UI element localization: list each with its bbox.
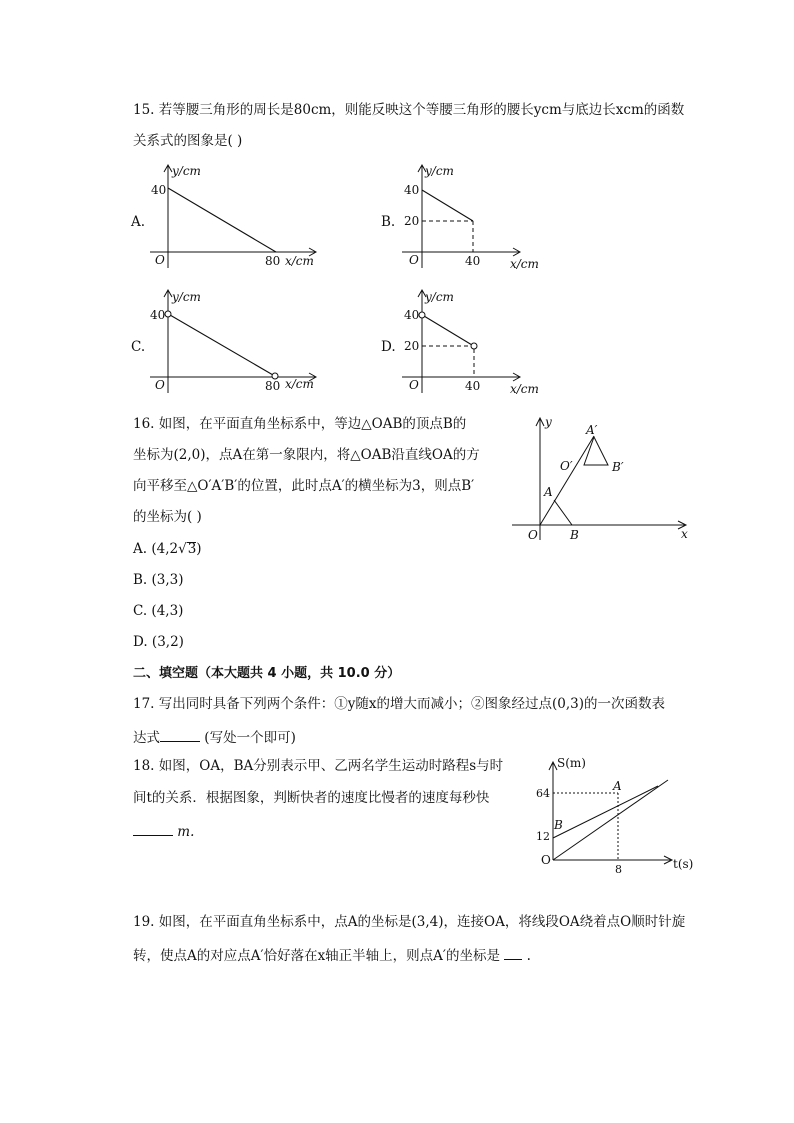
q15-option-a-letter: A. [131,214,146,230]
q17-answer-blank[interactable] [160,729,200,742]
q18-fig-origin: O [541,853,551,867]
section-heading: 二、填空题（本大题共 4 小题，共 10.0 分） [133,666,401,681]
q16-line3: 向平移至△O′A′B′的位置，此时点A′的横坐标为3，则点B′ [133,478,475,494]
q15-c-ytick: 40 [150,308,166,322]
q17-line1: 17. 写出同时具备下列两个条件：①y随x的增大而减小；②图象经过点(0,3)的一次函数表 [133,696,666,712]
q16-option-c: C. (4,3) [133,603,184,619]
q15-b-xtick: 40 [465,254,481,268]
q17-line2-b: (写处一个即可) [204,730,296,746]
q19-line2 [133,947,531,964]
triangle-prime [584,437,608,465]
q15-c-ylabel: y/cm [172,290,201,304]
line-oa [553,780,668,860]
q15-a-origin: O [155,253,165,267]
q15-line1: 15. 若等腰三角形的周长是80cm，则能反映这个等腰三角形的腰长ycm与底边长xcm的函数 [133,102,685,118]
q15-d-xlabel: x/cm [510,382,539,396]
graph-line [170,315,273,375]
sqrt-radicand: 3 [187,541,197,557]
q15-graph-c [148,288,348,398]
q15-b-ytick2: 20 [404,214,420,228]
q15-line2: 关系式的图象是( ) [133,133,243,149]
q16-option-d: D. (3,2) [133,634,184,650]
q19-line1: 19. 如图，在平面直角坐标系中，点A的坐标是(3,4)，连接OA，将线段OA绕着点O顺时针旋 [133,914,686,930]
line-ba [553,786,658,838]
q19-line2-b: . [526,948,531,964]
q15-b-xlabel: x/cm [510,257,539,271]
q16-option-a [133,542,202,557]
q16-fig-o: O [528,528,538,542]
q15-d-ylabel: y/cm [425,290,454,304]
q16-fig-o-prime: O′ [560,459,573,473]
open-point-start [419,312,425,318]
q16-fig-b-prime: B′ [612,460,624,474]
q16-fig-x: x [681,527,688,541]
q16-fig-a-prime: A′ [586,423,598,437]
q15-c-origin: O [155,378,165,392]
q17-line2 [133,729,296,746]
q16-option-a-suffix: ) [196,541,202,557]
q15-graph-a [148,163,348,273]
q18-fig-y12: 12 [536,830,550,843]
q18-fig-b: B [554,818,563,832]
q15-d-ytick2: 20 [404,339,420,353]
graph-line [168,188,276,252]
q15-option-d-letter: D. [381,339,396,355]
q15-a-xtick: 80 [265,254,281,268]
q15-a-xlabel: x/cm [285,254,314,268]
q19-answer-blank[interactable] [504,947,522,960]
q16-line4: 的坐标为( ) [133,509,202,525]
q18-fig-ylabel: S(m) [557,756,586,770]
q15-c-xlabel: x/cm [285,377,314,391]
q18-answer-blank[interactable] [133,823,173,836]
q16-option-b: B. (3,3) [133,572,184,588]
q18-line1: 18. 如图，OA，BA分别表示甲、乙两名学生运动时路程s与时 [133,758,504,774]
q15-d-xtick: 40 [465,379,481,393]
q15-b-origin: O [409,253,419,267]
open-point-end [471,343,477,349]
q15-d-origin: O [409,378,419,392]
open-point-start [165,311,171,317]
q18-fig-y64: 64 [536,787,550,800]
graph-line [422,190,473,221]
q15-option-b-letter: B. [381,214,396,230]
q18-unit: m. [177,824,195,840]
q16-fig-a: A [544,485,553,499]
q15-b-ytick1: 40 [404,183,420,197]
side-ab [554,500,572,525]
q16-line1: 16. 如图，在平面直角坐标系中，等边△OAB的顶点B的 [133,416,467,432]
line-oa [540,436,594,525]
q18-fig-a: A [613,779,622,793]
q15-d-ytick1: 40 [404,308,420,322]
q18-fig-xlabel: t(s) [673,857,694,871]
q16-fig-y: y [545,415,552,429]
q18-line2: 间t的关系．根据图象，判断快者的速度比慢者的速度每秒快 [133,790,490,806]
q15-a-ytick: 40 [151,183,167,197]
q16-option-a-prefix: A. (4,2 [133,541,179,557]
q15-a-ylabel: y/cm [172,164,201,178]
sqrt-sign: √ [178,541,187,557]
q18-fig-x8: 8 [615,863,622,876]
q16-figure [510,415,690,545]
q16-fig-b: B [570,528,579,542]
q19-line2-a: 转，使点A的对应点A′恰好落在x轴正半轴上，则点A′的坐标是 [133,948,500,964]
q16-line2: 坐标为(2,0)，点A在第一象限内，将△OAB沿直线OA的方 [133,447,480,463]
q17-line2-a: 达式 [133,730,160,746]
q15-c-xtick: 80 [265,379,281,393]
q15-option-c-letter: C. [131,339,146,355]
q18-line3 [133,823,194,840]
graph-line [424,316,472,345]
q15-b-ylabel: y/cm [425,164,454,178]
